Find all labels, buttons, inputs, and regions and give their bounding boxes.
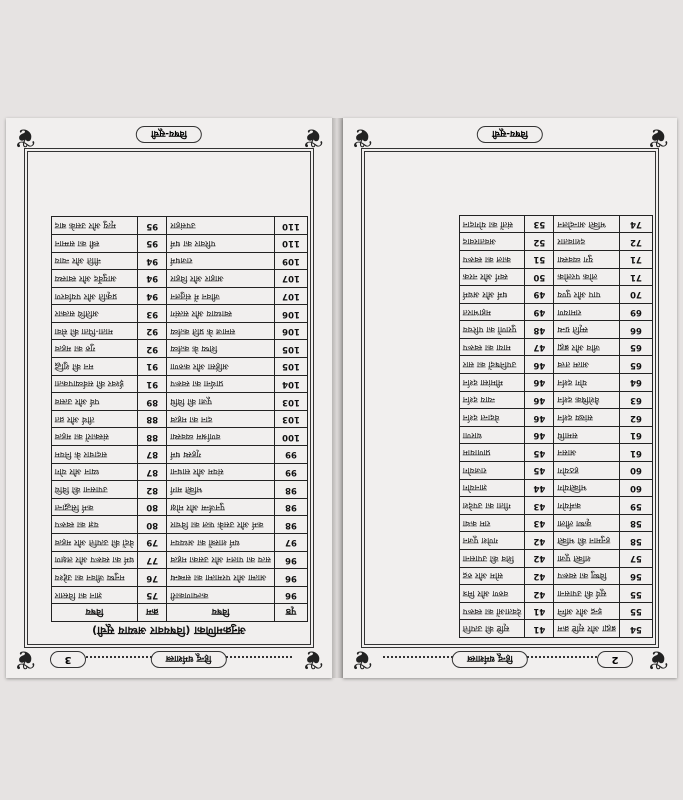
toc-header-row bbox=[51, 604, 307, 622]
toc-page-number: 107 bbox=[275, 270, 308, 288]
toc-page-number: 70 bbox=[620, 286, 653, 304]
toc-row bbox=[459, 585, 652, 603]
toc-topic: वेदान्त दर्शन bbox=[459, 409, 525, 427]
toc-topic: पुनर्जन्म और मोक्ष bbox=[167, 498, 275, 516]
toc-topic: अवतारवाद bbox=[459, 233, 525, 251]
toc-page-number: 110 bbox=[275, 234, 308, 252]
toc-row bbox=[459, 497, 652, 515]
toc-table bbox=[459, 215, 653, 638]
toc-page-number: 100 bbox=[275, 428, 308, 446]
corner-ornament-icon: ❦ bbox=[647, 644, 669, 674]
toc-chapter-number: 76 bbox=[138, 569, 167, 587]
corner-ornament-icon: ❦ bbox=[302, 644, 324, 674]
toc-topic: संयम और साधना bbox=[167, 463, 275, 481]
toc-topic: कर्म और उसके फल का विचार bbox=[167, 516, 275, 534]
toc-page-number: 96 bbox=[275, 569, 308, 587]
toc-chapter-number: 95 bbox=[138, 234, 167, 252]
toc-page-number: 103 bbox=[275, 410, 308, 428]
toc-topic: धर्म और अधर्म bbox=[459, 286, 525, 304]
toc-topic: राजधर्म bbox=[167, 252, 275, 270]
col-topic: विषय bbox=[167, 604, 275, 622]
toc-topic: परिवार का धर्म bbox=[167, 234, 275, 252]
toc-chapter-number: 46 bbox=[525, 409, 554, 427]
book-spread bbox=[0, 118, 683, 680]
toc-topic: स्वाध्याय और सत्संग bbox=[167, 305, 275, 323]
toc-topic: मीमांसा दर्शन bbox=[459, 374, 525, 392]
toc-topic: समाधि bbox=[554, 426, 620, 444]
toc-row bbox=[459, 426, 652, 444]
toc-row bbox=[51, 569, 307, 587]
toc-row bbox=[51, 428, 307, 446]
toc-topic: पाप और पुण्य bbox=[554, 286, 620, 304]
toc-page-number: 98 bbox=[275, 498, 308, 516]
toc-row bbox=[51, 234, 307, 252]
toc-row bbox=[459, 567, 652, 585]
toc-topic: आत्म तत्त्व bbox=[554, 356, 620, 374]
toc-topic: भक्ति मार्ग bbox=[167, 481, 275, 499]
toc-chapter-number: 45 bbox=[525, 462, 554, 480]
toc-topic: स्त्री का सम्मान bbox=[51, 234, 138, 252]
toc-page-number: 99 bbox=[275, 446, 308, 464]
toc-chapter-number: 49 bbox=[525, 286, 554, 304]
toc-topic: आयुर्वेद और स्वास्थ्य bbox=[51, 270, 138, 288]
toc-topic: सृष्टि की उत्पत्ति bbox=[459, 620, 525, 638]
toc-topic: कल्याणकारी bbox=[167, 586, 275, 604]
toc-topic: वरुण और मित्र bbox=[459, 585, 525, 603]
toc-row bbox=[51, 481, 307, 499]
toc-topic: यज्ञ का स्वरूप bbox=[51, 516, 138, 534]
toc-chapter-number: 95 bbox=[138, 217, 167, 235]
toc-row bbox=[459, 550, 652, 568]
toc-chapter-number: 50 bbox=[525, 268, 554, 286]
col-topic: विषय bbox=[51, 604, 138, 622]
toc-page-number: 64 bbox=[620, 374, 653, 392]
toc-page-number: 55 bbox=[620, 602, 653, 620]
toc-row bbox=[51, 375, 307, 393]
toc-chapter-number: 46 bbox=[525, 391, 554, 409]
toc-chapter-number: 46 bbox=[525, 356, 554, 374]
toc-topic: महाभारत bbox=[459, 303, 525, 321]
toc-row bbox=[51, 410, 307, 428]
toc-chapter-number: 52 bbox=[525, 233, 554, 251]
toc-page-number: 65 bbox=[620, 356, 653, 374]
toc-topic: शक्ति पूजा bbox=[554, 550, 620, 568]
page-number: 3 bbox=[50, 651, 86, 668]
toc-topic: न्याय दर्शन bbox=[459, 391, 525, 409]
toc-chapter-number: 89 bbox=[138, 393, 167, 411]
toc-topic: ज्ञान का विस्तार bbox=[51, 586, 138, 604]
toc-page-number: 110 bbox=[275, 217, 308, 235]
toc-chapter-number: 88 bbox=[138, 410, 167, 428]
toc-topic: वर्णाश्रम व्यवस्था bbox=[167, 428, 275, 446]
toc-topic: आत्मा और परमात्मा का सम्बन्ध bbox=[167, 569, 275, 587]
running-head: हिन्दू धर्मशास्त्र bbox=[452, 651, 528, 668]
toc-topic: ईश्वर की सर्वव्यापकता bbox=[51, 375, 138, 393]
toc-page-number: 71 bbox=[620, 268, 653, 286]
toc-row bbox=[51, 340, 307, 358]
toc-topic: आहार और विहार bbox=[167, 270, 275, 288]
toc-topic: गुरु का महत्व bbox=[51, 340, 138, 358]
toc-topic: कर्म सिद्धान्त bbox=[51, 498, 138, 516]
toc-row bbox=[51, 551, 307, 569]
toc-topic: संतों का योगदान bbox=[459, 215, 525, 233]
corner-ornament-icon: ❦ bbox=[647, 122, 669, 152]
toc-page-number: 63 bbox=[620, 391, 653, 409]
toc-topic: आसन bbox=[554, 444, 620, 462]
toc-topic: युग व्यवस्था bbox=[554, 250, 620, 268]
toc-topic: ब्रह्मा और सृष्टि क्रम bbox=[554, 620, 620, 638]
toc-row bbox=[459, 444, 652, 462]
toc-chapter-number: 44 bbox=[525, 479, 554, 497]
toc-topic: राजयोग bbox=[459, 462, 525, 480]
toc-page-number: 109 bbox=[275, 252, 308, 270]
toc-topic: नीति और न्याय bbox=[51, 252, 138, 270]
toc-topic: धर्म का स्वरूप और लक्षण bbox=[51, 551, 138, 569]
toc-topic: पूजा की विधि bbox=[167, 393, 275, 411]
toc-chapter-number: 93 bbox=[138, 305, 167, 323]
toc-chapter-number: 80 bbox=[138, 516, 167, 534]
toc-row bbox=[51, 586, 307, 604]
toc-topic: हठयोग bbox=[554, 462, 620, 480]
toc-page-number: 69 bbox=[620, 303, 653, 321]
toc-topic: योग दर्शन bbox=[554, 374, 620, 392]
toc-page-number: 99 bbox=[275, 463, 308, 481]
toc-topic: भक्ति आन्दोलन bbox=[554, 215, 620, 233]
toc-topic: लोक परलोक bbox=[554, 268, 620, 286]
toc-topic: माया का स्वरूप bbox=[459, 338, 525, 356]
toc-row bbox=[51, 270, 307, 288]
toc-page-number: 58 bbox=[620, 532, 653, 550]
toc-row bbox=[459, 233, 652, 251]
toc-topic: शिष्य के कर्तव्य bbox=[167, 340, 275, 358]
toc-page-number: 105 bbox=[275, 340, 308, 358]
toc-topic: कर्मयोग bbox=[554, 497, 620, 515]
toc-page-number: 66 bbox=[620, 321, 653, 339]
toc-chapter-number: 43 bbox=[525, 514, 554, 532]
right-page bbox=[343, 118, 677, 678]
toc-row bbox=[459, 356, 652, 374]
toc-row bbox=[51, 217, 307, 235]
toc-row bbox=[51, 393, 307, 411]
toc-page-number: 74 bbox=[620, 215, 653, 233]
toc-chapter-number: 91 bbox=[138, 358, 167, 376]
toc-page-number: 61 bbox=[620, 444, 653, 462]
toc-row bbox=[459, 391, 652, 409]
toc-row bbox=[51, 463, 307, 481]
toc-row bbox=[459, 338, 652, 356]
toc-chapter-number: 75 bbox=[138, 586, 167, 604]
toc-chapter-number: 53 bbox=[525, 215, 554, 233]
toc-chapter-number: 87 bbox=[138, 446, 167, 464]
toc-row bbox=[459, 215, 652, 233]
toc-chapter-number: 45 bbox=[525, 444, 554, 462]
footer-title: विषय-सूची bbox=[136, 126, 202, 143]
toc-chapter-number: 80 bbox=[138, 498, 167, 516]
toc-row bbox=[459, 286, 652, 304]
toc-topic: पर्व और उत्सव bbox=[51, 393, 138, 411]
toc-topic: सदाचार के नियम bbox=[51, 446, 138, 464]
toc-topic: कृष्ण लीला bbox=[554, 514, 620, 532]
left-page bbox=[6, 118, 332, 678]
toc-topic: गीता का उपदेश bbox=[459, 497, 525, 515]
toc-topic: मन की शुद्धि bbox=[51, 358, 138, 376]
toc-topic: गणेश पूजन bbox=[459, 532, 525, 550]
toc-topic: जीवन में संतुलन bbox=[167, 287, 275, 305]
toc-topic: सत्य का पालन और उसका महत्व bbox=[167, 551, 275, 569]
toc-page-number: 65 bbox=[620, 338, 653, 356]
toc-page-number: 103 bbox=[275, 393, 308, 411]
toc-topic: उपसंहार bbox=[167, 217, 275, 235]
toc-page-number: 62 bbox=[620, 409, 653, 427]
toc-chapter-number: 88 bbox=[138, 428, 167, 446]
corner-ornament-icon: ❦ bbox=[14, 644, 36, 674]
toc-topic: हनुमान की भक्ति bbox=[554, 532, 620, 550]
toc-page-number: 107 bbox=[275, 287, 308, 305]
toc-row bbox=[51, 446, 307, 464]
toc-row bbox=[459, 303, 652, 321]
toc-topic: शिव की उपासना bbox=[459, 550, 525, 568]
toc-topic: रामायण bbox=[554, 303, 620, 321]
toc-topic: प्रकृति और पर्यावरण bbox=[51, 287, 138, 305]
toc-topic: उपनिषदों का सार bbox=[459, 356, 525, 374]
toc-chapter-number: 92 bbox=[138, 322, 167, 340]
toc-row bbox=[459, 409, 652, 427]
toc-chapter-number: 94 bbox=[138, 252, 167, 270]
toc-page-number: 55 bbox=[620, 585, 653, 603]
toc-topic: धर्म शास्त्रों का अध्ययन bbox=[167, 534, 275, 552]
toc-topic: ध्यान और योग bbox=[51, 463, 138, 481]
toc-page-number: 60 bbox=[620, 462, 653, 480]
toc-page-number: 98 bbox=[275, 481, 308, 499]
book-gutter bbox=[332, 118, 343, 678]
toc-chapter-number: 79 bbox=[138, 534, 167, 552]
toc-row bbox=[51, 498, 307, 516]
toc-topic: काल का स्वरूप bbox=[459, 250, 525, 268]
toc-page-number: 72 bbox=[620, 233, 653, 251]
toc-page-number: 105 bbox=[275, 358, 308, 376]
toc-topic: अतिथि सत्कार bbox=[51, 305, 138, 323]
toc-page-number: 61 bbox=[620, 426, 653, 444]
toc-topic: जीव और ब्रह्म bbox=[554, 338, 620, 356]
toc-page-number: 98 bbox=[275, 516, 308, 534]
toc-row bbox=[459, 479, 652, 497]
toc-row bbox=[459, 602, 652, 620]
toc-chapter-number: 47 bbox=[525, 338, 554, 356]
toc-chapter-number: 42 bbox=[525, 585, 554, 603]
toc-row bbox=[51, 252, 307, 270]
toc-page-number: 56 bbox=[620, 567, 653, 585]
toc-chapter-number: 42 bbox=[525, 550, 554, 568]
toc-topic: उपासना की विधि bbox=[51, 481, 138, 499]
toc-topic: दशावतार bbox=[554, 233, 620, 251]
toc-page-number: 59 bbox=[620, 497, 653, 515]
toc-topic: तीर्थ और व्रत bbox=[51, 410, 138, 428]
toc-chapter-number: 48 bbox=[525, 321, 554, 339]
toc-row bbox=[51, 305, 307, 323]
toc-page-number: 96 bbox=[275, 586, 308, 604]
corner-ornament-icon: ❦ bbox=[14, 122, 36, 152]
section-title: अनुक्रमणिका (विषयवार अध्याय सूची) bbox=[92, 624, 246, 637]
toc-chapter-number: 42 bbox=[525, 567, 554, 585]
toc-chapter-number: 87 bbox=[138, 463, 167, 481]
toc-topic: मनुष्य जीवन का उद्देश्य bbox=[51, 569, 138, 587]
running-head: हिन्दू धर्मशास्त्र bbox=[151, 651, 227, 668]
toc-topic: समाज के प्रति कर्तव्य bbox=[167, 322, 275, 340]
toc-row bbox=[51, 516, 307, 534]
toc-chapter-number: 49 bbox=[525, 303, 554, 321]
toc-row bbox=[459, 321, 652, 339]
toc-page-number: 106 bbox=[275, 305, 308, 323]
toc-chapter-number: 43 bbox=[525, 497, 554, 515]
toc-topic: स्वर्ग और नरक bbox=[459, 268, 525, 286]
toc-page-number: 97 bbox=[275, 534, 308, 552]
toc-topic: मृत्यु और उसके बाद bbox=[51, 217, 138, 235]
col-number: क्रम bbox=[138, 604, 167, 622]
toc-chapter-number: 77 bbox=[138, 551, 167, 569]
toc-topic: विष्णु का स्वरूप bbox=[554, 567, 620, 585]
toc-row bbox=[51, 322, 307, 340]
toc-page-number: 104 bbox=[275, 375, 308, 393]
toc-topic: ज्ञानयोग bbox=[459, 479, 525, 497]
toc-topic: प्राणायाम bbox=[459, 444, 525, 462]
toc-chapter-number: 41 bbox=[525, 620, 554, 638]
toc-chapter-number: 91 bbox=[138, 375, 167, 393]
toc-row bbox=[459, 374, 652, 392]
toc-row bbox=[459, 268, 652, 286]
toc-row bbox=[459, 250, 652, 268]
page-number: 2 bbox=[597, 651, 633, 668]
toc-topic: वेदों की उत्पत्ति और महत्व bbox=[51, 534, 138, 552]
toc-topic: सोम और रुद्र bbox=[459, 567, 525, 585]
corner-ornament-icon: ❦ bbox=[351, 644, 373, 674]
toc-row bbox=[51, 534, 307, 552]
toc-topic: राम कथा bbox=[459, 514, 525, 532]
toc-page-number: 60 bbox=[620, 479, 653, 497]
col-page: पृष्ठ bbox=[275, 604, 308, 622]
toc-topic: सूर्य की उपासना bbox=[554, 585, 620, 603]
toc-chapter-number: 42 bbox=[525, 532, 554, 550]
toc-topic: संस्कारों का महत्व bbox=[51, 428, 138, 446]
footer-title: विषय-सूची bbox=[477, 126, 543, 143]
toc-topic: गृहस्थ धर्म bbox=[167, 446, 275, 464]
toc-topic: इन्द्र और अग्नि bbox=[554, 602, 620, 620]
toc-chapter-number: 82 bbox=[138, 481, 167, 499]
toc-row bbox=[459, 462, 652, 480]
toc-chapter-number: 51 bbox=[525, 250, 554, 268]
toc-page-number: 96 bbox=[275, 551, 308, 569]
toc-topic: माता-पिता की सेवा bbox=[51, 322, 138, 340]
toc-chapter-number: 41 bbox=[525, 602, 554, 620]
toc-page-number: 106 bbox=[275, 322, 308, 340]
toc-topic: देवताओं का स्वरूप bbox=[459, 602, 525, 620]
toc-chapter-number: 46 bbox=[525, 374, 554, 392]
toc-page-number: 58 bbox=[620, 514, 653, 532]
toc-chapter-number: 46 bbox=[525, 426, 554, 444]
toc-row bbox=[459, 514, 652, 532]
toc-chapter-number: 92 bbox=[138, 340, 167, 358]
toc-topic: स्मृति ग्रन्थ bbox=[554, 321, 620, 339]
toc-topic: पुराणों का परिचय bbox=[459, 321, 525, 339]
toc-row bbox=[51, 287, 307, 305]
toc-topic: भक्तियोग bbox=[554, 479, 620, 497]
toc-table bbox=[51, 216, 308, 622]
toc-row bbox=[459, 620, 652, 638]
toc-page-number: 57 bbox=[620, 550, 653, 568]
toc-topic: सांख्य दर्शन bbox=[554, 409, 620, 427]
toc-chapter-number: 94 bbox=[138, 287, 167, 305]
toc-topic: धारणा bbox=[459, 426, 525, 444]
toc-row bbox=[459, 532, 652, 550]
toc-page-number: 71 bbox=[620, 250, 653, 268]
toc-page-number: 54 bbox=[620, 620, 653, 638]
toc-topic: दान का महत्व bbox=[167, 410, 275, 428]
toc-row bbox=[51, 358, 307, 376]
corner-ornament-icon: ❦ bbox=[351, 122, 373, 152]
toc-chapter-number: 94 bbox=[138, 270, 167, 288]
toc-topic: अहिंसा और करुणा bbox=[167, 358, 275, 376]
toc-topic: वैशेषिक दर्शन bbox=[554, 391, 620, 409]
corner-ornament-icon: ❦ bbox=[302, 122, 324, 152]
toc-topic: प्रार्थना का स्वरूप bbox=[167, 375, 275, 393]
